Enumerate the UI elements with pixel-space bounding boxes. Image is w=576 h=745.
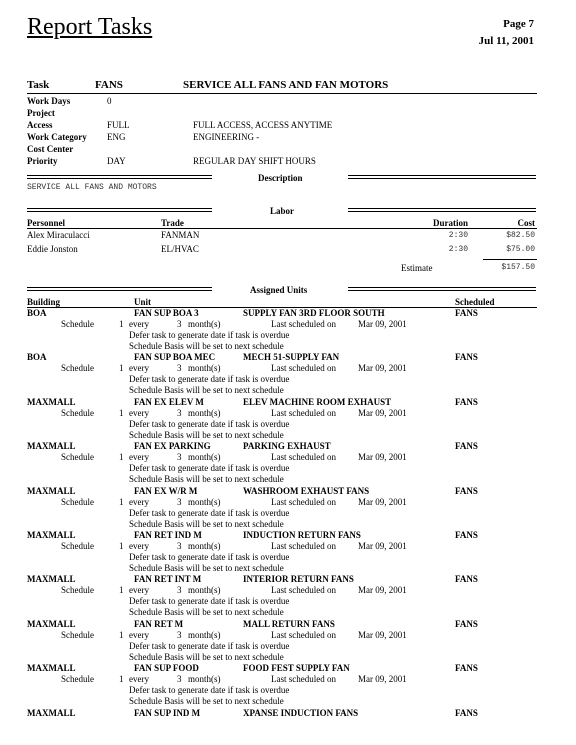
schedule-last-date: Mar 09, 2001 xyxy=(358,496,407,507)
schedule-label: Schedule xyxy=(61,363,94,374)
schedule-note-defer: Defer task to generate date if task is overdue xyxy=(129,552,290,562)
assigned-rule-right xyxy=(348,287,536,291)
schedule-note-basis: Schedule Basis will be set to next schedule xyxy=(129,563,284,573)
report-date: Jul 11, 2001 xyxy=(478,35,534,47)
schedule-period: month(s) xyxy=(188,363,221,374)
unit-code: FAN EX PARKING xyxy=(134,441,211,452)
schedule-every: every xyxy=(129,496,149,507)
unit-building: BOA xyxy=(27,352,47,363)
unit-scheduled: FANS xyxy=(455,308,478,318)
task-field-code: DAY xyxy=(107,156,126,166)
unit-code: FAN EX W/R M xyxy=(134,485,198,496)
schedule-interval: 3 xyxy=(177,674,182,685)
schedule-last-label: Last scheduled on xyxy=(271,629,336,640)
unit-scheduled: FANS xyxy=(455,574,478,585)
labor-personnel: Eddie Jonston xyxy=(27,244,78,254)
task-field-code: FULL xyxy=(107,120,130,130)
unit-building: MAXMALL xyxy=(27,574,76,585)
unit-building: MAXMALL xyxy=(27,396,76,407)
unit-code: FAN EX ELEV M xyxy=(134,396,204,407)
task-field-label: Work Category xyxy=(27,132,87,142)
schedule-interval: 3 xyxy=(177,496,182,507)
schedule-note-defer: Defer task to generate date if task is overdue xyxy=(129,418,290,429)
schedule-last-label: Last scheduled on xyxy=(271,585,336,596)
schedule-every: every xyxy=(129,452,149,463)
schedule-count: 1 xyxy=(119,452,124,463)
schedule-last-date: Mar 09, 2001 xyxy=(358,585,407,596)
schedule-interval: 3 xyxy=(177,585,182,596)
unit-name: INTERIOR RETURN FANS xyxy=(243,574,354,585)
schedule-note-defer: Defer task to generate date if task is overdue xyxy=(129,374,290,385)
estimate-value: $157.50 xyxy=(501,263,535,272)
schedule-every: every xyxy=(129,319,149,329)
unit-code: FAN SUP IND M xyxy=(134,707,201,718)
schedule-label: Schedule xyxy=(61,407,94,418)
description-text: SERVICE ALL FANS AND MOTORS xyxy=(27,183,157,192)
unit-name: MECH 51-SUPPLY FAN xyxy=(243,352,340,363)
unit-name: MALL RETURN FANS xyxy=(243,618,335,629)
schedule-period: month(s) xyxy=(188,452,221,463)
task-field-label: Priority xyxy=(27,156,58,166)
unit-name: PARKING EXHAUST xyxy=(243,441,331,452)
schedule-last-label: Last scheduled on xyxy=(271,496,336,507)
assigned-col-unit: Unit xyxy=(134,297,152,307)
estimate-label: Estimate xyxy=(401,263,433,273)
assigned-col-building: Building xyxy=(27,297,61,307)
schedule-count: 1 xyxy=(119,407,124,418)
schedule-interval: 3 xyxy=(177,629,182,640)
unit-name: WASHROOM EXHAUST FANS xyxy=(243,485,370,496)
unit-building: MAXMALL xyxy=(27,530,76,540)
labor-cost: $75.00 xyxy=(506,245,535,254)
task-code: FANS xyxy=(95,79,123,91)
schedule-note-basis: Schedule Basis will be set to next schedule xyxy=(129,385,284,396)
unit-code: FAN SUP BOA 3 xyxy=(134,308,199,318)
schedule-last-date: Mar 09, 2001 xyxy=(358,407,407,418)
labor-header-rule xyxy=(27,228,537,229)
unit-scheduled: FANS xyxy=(455,441,478,452)
assigned-col-scheduled: Scheduled xyxy=(455,297,495,307)
unit-scheduled: FANS xyxy=(455,707,478,718)
unit-name: XPANSE INDUCTION FANS xyxy=(243,707,359,718)
labor-trade: FANMAN xyxy=(161,230,200,240)
assigned-heading: Assigned Units xyxy=(250,285,308,295)
schedule-note-defer: Defer task to generate date if task is overdue xyxy=(129,330,290,340)
unit-building: MAXMALL xyxy=(27,618,76,629)
report-title: Report Tasks xyxy=(27,14,153,40)
schedule-count: 1 xyxy=(119,585,124,596)
unit-code: FAN RET M xyxy=(134,618,184,629)
task-field-code: 0 xyxy=(107,96,112,106)
schedule-note-basis: Schedule Basis will be set to next schedule xyxy=(129,429,284,440)
schedule-note-defer: Defer task to generate date if task is overdue xyxy=(129,685,290,696)
schedule-period: month(s) xyxy=(188,541,221,551)
page-number: Page 7 xyxy=(503,18,534,30)
description-heading: Description xyxy=(258,173,303,183)
schedule-last-label: Last scheduled on xyxy=(271,363,336,374)
schedule-note-basis: Schedule Basis will be set to next schedule xyxy=(129,474,284,485)
assigned-rule-left xyxy=(27,287,212,291)
unit-name: FOOD FEST SUPPLY FAN xyxy=(243,663,350,674)
schedule-count: 1 xyxy=(119,629,124,640)
schedule-note-basis: Schedule Basis will be set to next schedule xyxy=(129,607,284,618)
schedule-period: month(s) xyxy=(188,629,221,640)
schedule-last-date: Mar 09, 2001 xyxy=(358,674,407,685)
schedule-note-basis: Schedule Basis will be set to next schedule xyxy=(129,341,284,351)
schedule-period: month(s) xyxy=(188,496,221,507)
unit-building: MAXMALL xyxy=(27,485,76,496)
unit-building: MAXMALL xyxy=(27,441,76,452)
schedule-interval: 3 xyxy=(177,363,182,374)
task-field-desc: FULL ACCESS, ACCESS ANYTIME xyxy=(193,120,333,130)
schedule-last-date: Mar 09, 2001 xyxy=(358,319,407,329)
task-label: Task xyxy=(27,79,50,91)
schedule-last-label: Last scheduled on xyxy=(271,452,336,463)
schedule-every: every xyxy=(129,407,149,418)
schedule-last-label: Last scheduled on xyxy=(271,407,336,418)
task-field-label: Work Days xyxy=(27,96,71,106)
schedule-every: every xyxy=(129,674,149,685)
schedule-label: Schedule xyxy=(61,452,94,463)
labor-rule-left xyxy=(27,208,212,212)
schedule-last-date: Mar 09, 2001 xyxy=(358,452,407,463)
unit-scheduled: FANS xyxy=(455,396,478,407)
task-divider xyxy=(27,93,537,94)
unit-name: ELEV MACHINE ROOM EXHAUST xyxy=(243,396,392,407)
schedule-note-defer: Defer task to generate date if task is overdue xyxy=(129,596,290,607)
schedule-count: 1 xyxy=(119,319,124,329)
unit-name: INDUCTION RETURN FANS xyxy=(243,530,361,540)
estimate-rule xyxy=(483,259,537,260)
labor-rule-right xyxy=(348,208,536,212)
schedule-note-defer: Defer task to generate date if task is overdue xyxy=(129,640,290,651)
schedule-period: month(s) xyxy=(188,319,221,329)
task-field-desc: ENGINEERING - xyxy=(193,132,260,142)
labor-heading: Labor xyxy=(270,206,295,216)
task-field-label: Access xyxy=(27,120,53,130)
task-field-desc: REGULAR DAY SHIFT HOURS xyxy=(193,156,316,166)
schedule-last-date: Mar 09, 2001 xyxy=(358,629,407,640)
schedule-every: every xyxy=(129,585,149,596)
unit-code: FAN RET INT M xyxy=(134,574,202,585)
schedule-note-basis: Schedule Basis will be set to next schedule xyxy=(129,696,284,707)
labor-col-personnel: Personnel xyxy=(27,218,65,228)
unit-scheduled: FANS xyxy=(455,618,478,629)
schedule-label: Schedule xyxy=(61,541,94,551)
schedule-note-defer: Defer task to generate date if task is overdue xyxy=(129,463,290,474)
task-field-code: ENG xyxy=(107,132,126,142)
schedule-interval: 3 xyxy=(177,407,182,418)
task-field-label: Cost Center xyxy=(27,144,74,154)
schedule-period: month(s) xyxy=(188,585,221,596)
schedule-interval: 3 xyxy=(177,541,182,551)
schedule-label: Schedule xyxy=(61,496,94,507)
unit-scheduled: FANS xyxy=(455,485,478,496)
unit-building: BOA xyxy=(27,308,47,318)
schedule-count: 1 xyxy=(119,496,124,507)
schedule-count: 1 xyxy=(119,674,124,685)
labor-col-trade: Trade xyxy=(161,218,184,228)
unit-name: SUPPLY FAN 3RD FLOOR SOUTH xyxy=(243,308,385,318)
unit-code: FAN SUP BOA MEC xyxy=(134,352,216,363)
labor-col-cost: Cost xyxy=(517,218,535,228)
schedule-period: month(s) xyxy=(188,674,221,685)
labor-col-duration: Duration xyxy=(432,218,468,228)
unit-building: MAXMALL xyxy=(27,707,76,718)
task-name: SERVICE ALL FANS AND FAN MOTORS xyxy=(183,79,389,91)
schedule-label: Schedule xyxy=(61,629,94,640)
unit-scheduled: FANS xyxy=(455,530,478,540)
schedule-every: every xyxy=(129,541,149,551)
schedule-label: Schedule xyxy=(61,319,94,329)
description-rule-left xyxy=(27,175,212,179)
schedule-last-date: Mar 09, 2001 xyxy=(358,541,407,551)
labor-personnel: Alex Miraculacci xyxy=(27,230,90,240)
labor-duration: 2:30 xyxy=(448,245,468,254)
schedule-label: Schedule xyxy=(61,674,94,685)
schedule-last-label: Last scheduled on xyxy=(271,319,336,329)
description-rule-right xyxy=(348,175,536,179)
unit-code: FAN SUP FOOD xyxy=(134,663,199,674)
unit-scheduled: FANS xyxy=(455,352,478,363)
schedule-last-label: Last scheduled on xyxy=(271,541,336,551)
schedule-label: Schedule xyxy=(61,585,94,596)
schedule-interval: 3 xyxy=(177,452,182,463)
schedule-every: every xyxy=(129,363,149,374)
schedule-every: every xyxy=(129,629,149,640)
labor-duration: 2:30 xyxy=(448,231,468,240)
labor-cost: $82.50 xyxy=(506,231,535,240)
schedule-note-defer: Defer task to generate date if task is overdue xyxy=(129,507,290,518)
schedule-period: month(s) xyxy=(188,407,221,418)
labor-trade: EL/HVAC xyxy=(161,244,199,254)
schedule-count: 1 xyxy=(119,541,124,551)
unit-scheduled: FANS xyxy=(455,663,478,674)
schedule-note-basis: Schedule Basis will be set to next schedule xyxy=(129,518,284,529)
task-field-label: Project xyxy=(27,108,55,118)
schedule-note-basis: Schedule Basis will be set to next schedule xyxy=(129,651,284,662)
unit-building: MAXMALL xyxy=(27,663,76,674)
schedule-last-label: Last scheduled on xyxy=(271,674,336,685)
unit-code: FAN RET IND M xyxy=(134,530,202,540)
schedule-last-date: Mar 09, 2001 xyxy=(358,363,407,374)
schedule-count: 1 xyxy=(119,363,124,374)
schedule-interval: 3 xyxy=(177,319,182,329)
